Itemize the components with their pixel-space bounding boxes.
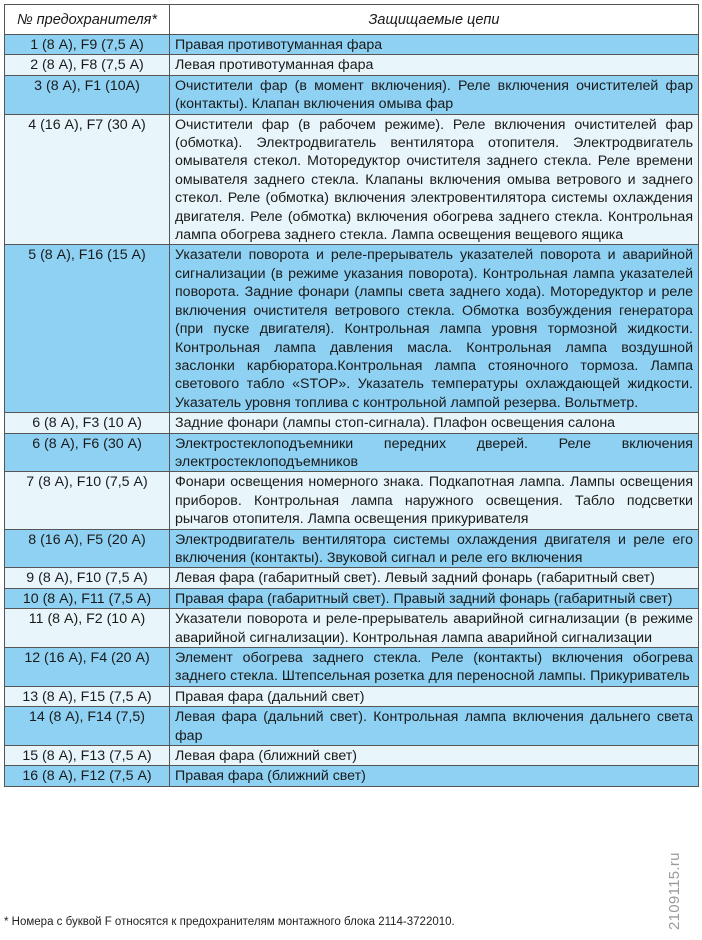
table-row	[5, 529, 699, 568]
fuse-number-cell: 14 (8 А), F14 (7,5)	[5, 707, 170, 746]
fuse-number-cell: 12 (16 А), F4 (20 А)	[5, 648, 170, 687]
table-row	[5, 413, 699, 433]
fuse-number-cell: 3 (8 А), F1 (10А)	[5, 75, 170, 114]
fuse-number-cell: 1 (8 А), F9 (7,5 А)	[5, 35, 170, 55]
circuits-cell: Электростеклоподъемники передних дверей. Реле включения электростеклоподъемников	[170, 433, 699, 472]
circuits-cell: Фонари освещения номерного знака. Подкапотная лампа. Лампы освещения приборов. Контрольная лампа наружного освещения. Табло подсветки рычагов отопителя. Лампа освещения прикуривателя	[170, 472, 699, 529]
circuits-cell: Задние фонари (лампы стоп-сигнала). Плафон освещения салона	[170, 413, 699, 433]
table-row	[5, 686, 699, 706]
table-row	[5, 472, 699, 529]
circuits-cell: Левая фара (дальний свет). Контрольная лампа включения дальнего света фар	[170, 707, 699, 746]
header-fuse-number: № предохранителя*	[5, 5, 170, 35]
circuits-cell: Электродвигатель вентилятора системы охлаждения двигателя и реле его включения (контакты). Звуковой сигнал и реле его включения	[170, 529, 699, 568]
table-row	[5, 707, 699, 746]
table-row	[5, 55, 699, 75]
fuse-number-cell: 4 (16 А), F7 (30 А)	[5, 114, 170, 245]
fuse-table	[4, 4, 699, 787]
table-row	[5, 648, 699, 687]
fuse-number-cell: 5 (8 А), F16 (15 А)	[5, 245, 170, 413]
fuse-number-cell: 16 (8 А), F12 (7,5 А)	[5, 766, 170, 786]
fuse-number-cell: 2 (8 А), F8 (7,5 А)	[5, 55, 170, 75]
circuits-cell: Левая противотуманная фара	[170, 55, 699, 75]
footnote: * Номера с буквой F относятся к предохранителям монтажного блока 2114-3722010.	[4, 916, 455, 928]
circuits-cell: Элемент обогрева заднего стекла. Реле (контакты) включения обогрева заднего стекла. Штепсельная розетка для переносной лампы. Прикуриватель	[170, 648, 699, 687]
circuits-cell: Указатели поворота и реле-прерыватель указателей поворота и аварийной сигнализации (в режиме указания поворота). Контрольная лампа указателей поворота. Задние фонари (лампы света заднего хода). Моторедуктор и реле включения очистителя ветрового стекла. Обмотка возбуждения генератора (при пуске двигателя). Контрольная лампа уровня тормозной жидкости. Контрольная лампа давления масла. Контрольная лампа воздушной заслонки карбюратора.Контрольная лампа стояночного тормоза. Лампа светового табло «STOP». Указатель температуры охлаждающей жидкости. Указатель уровня топлива с контрольной лампой резерва. Вольтметр.	[170, 245, 699, 413]
header-circuits: Защищаемые цепи	[170, 5, 699, 35]
fuse-number-cell: 15 (8 А), F13 (7,5 А)	[5, 746, 170, 766]
table-row	[5, 75, 699, 114]
fuse-number-cell: 8 (16 А), F5 (20 А)	[5, 529, 170, 568]
table-row	[5, 568, 699, 588]
fuse-number-cell: 7 (8 А), F10 (7,5 А)	[5, 472, 170, 529]
circuits-cell: Правая противотуманная фара	[170, 35, 699, 55]
circuits-cell: Указатели поворота и реле-прерыватель аварийной сигнализации (в режиме аварийной сигнализации). Контрольная лампа аварийной сигнализации	[170, 609, 699, 648]
table-row	[5, 746, 699, 766]
circuits-cell: Левая фара (габаритный свет). Левый задний фонарь (габаритный свет)	[170, 568, 699, 588]
fuse-number-cell: 9 (8 А), F10 (7,5 А)	[5, 568, 170, 588]
circuits-cell: Правая фара (габаритный свет). Правый задний фонарь (габаритный свет)	[170, 588, 699, 608]
table-row	[5, 245, 699, 413]
circuits-cell: Правая фара (ближний свет)	[170, 766, 699, 786]
fuse-number-cell: 6 (8 А), F3 (10 А)	[5, 413, 170, 433]
fuse-number-cell: 13 (8 А), F15 (7,5 А)	[5, 686, 170, 706]
watermark: 2109115.ru	[666, 852, 683, 930]
circuits-cell: Левая фара (ближний свет)	[170, 746, 699, 766]
table-row	[5, 609, 699, 648]
table-header-row	[5, 5, 699, 35]
fuse-number-cell: 10 (8 А), F11 (7,5 А)	[5, 588, 170, 608]
table-row	[5, 588, 699, 608]
table-body	[5, 35, 699, 787]
circuits-cell: Очистители фар (в рабочем режиме). Реле включения очистителей фар (обмотка). Электродвигатель вентилятора отопителя. Электродвигатель омывателя стекол. Моторедуктор очистителя заднего стекла. Реле времени омывателя заднего стекла. Клапаны включения омыва ветрового и заднего стекол. Реле (обмотка) включения электровентилятора системы охлаждения двигателя. Реле (обмотка) включения обогрева заднего стекла. Контрольная лампа обогрева заднего стекла. Лампа освещения вещевого ящика	[170, 114, 699, 245]
fuse-number-cell: 11 (8 А), F2 (10 А)	[5, 609, 170, 648]
table-row	[5, 35, 699, 55]
circuits-cell: Очистители фар (в момент включения). Реле включения очистителей фар (контакты). Клапан включения омыва фар	[170, 75, 699, 114]
fuse-number-cell: 6 (8 А), F6 (30 А)	[5, 433, 170, 472]
table-row	[5, 114, 699, 245]
circuits-cell: Правая фара (дальний свет)	[170, 686, 699, 706]
table-row	[5, 766, 699, 786]
table-row	[5, 433, 699, 472]
